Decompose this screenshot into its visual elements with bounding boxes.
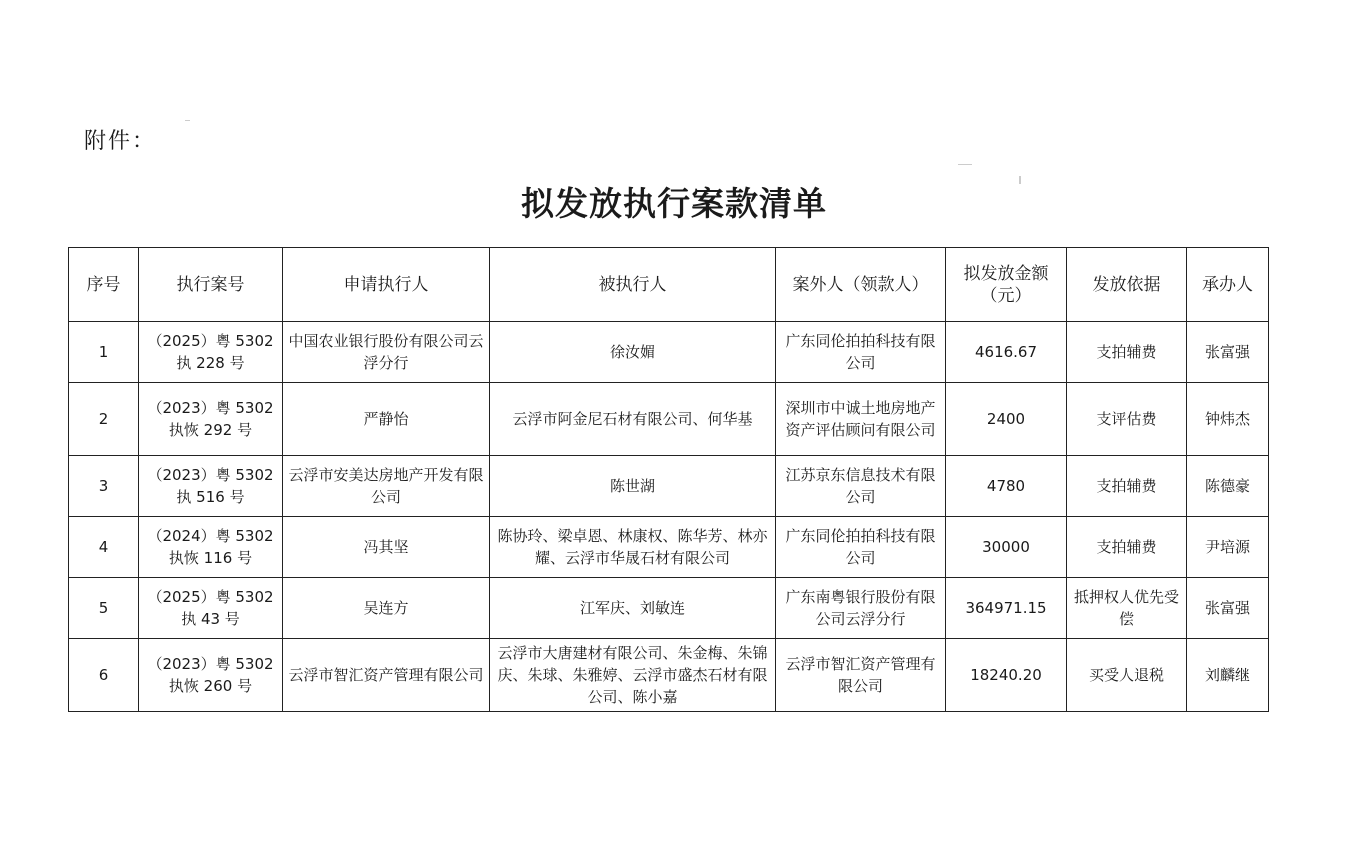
cell-basis: 支拍辅费 bbox=[1067, 456, 1187, 517]
cell-applicant: 云浮市安美达房地产开发有限公司 bbox=[283, 456, 490, 517]
cell-respondent: 云浮市大唐建材有限公司、朱金梅、朱锦庆、朱球、朱雅婷、云浮市盛杰石材有限公司、陈小嘉 bbox=[490, 639, 776, 712]
cell-handler: 陈德豪 bbox=[1187, 456, 1269, 517]
header-seq: 序号 bbox=[69, 248, 139, 322]
cell-case-no: （2023）粤 5302 执恢 292 号 bbox=[139, 383, 283, 456]
cell-basis: 买受人退税 bbox=[1067, 639, 1187, 712]
cell-seq: 1 bbox=[69, 322, 139, 383]
cell-respondent: 陈世湖 bbox=[490, 456, 776, 517]
cell-outsider: 江苏京东信息技术有限公司 bbox=[776, 456, 946, 517]
cell-applicant: 严静怡 bbox=[283, 383, 490, 456]
page-title: 拟发放执行案款清单 bbox=[521, 184, 827, 223]
cell-respondent: 云浮市阿金尼石材有限公司、何华基 bbox=[490, 383, 776, 456]
cell-seq: 3 bbox=[69, 456, 139, 517]
cell-amount: 18240.20 bbox=[946, 639, 1067, 712]
cell-amount: 30000 bbox=[946, 517, 1067, 578]
cell-basis: 抵押权人优先受偿 bbox=[1067, 578, 1187, 639]
header-case-no: 执行案号 bbox=[139, 248, 283, 322]
header-handler: 承办人 bbox=[1187, 248, 1269, 322]
table-row bbox=[69, 383, 1269, 456]
cell-respondent: 陈协玲、梁卓恩、林康权、陈华芳、林亦耀、云浮市华晟石材有限公司 bbox=[490, 517, 776, 578]
cell-case-no: （2025）粤 5302 执 43 号 bbox=[139, 578, 283, 639]
table-row bbox=[69, 322, 1269, 383]
cell-handler: 尹培源 bbox=[1187, 517, 1269, 578]
cell-respondent: 徐汝媚 bbox=[490, 322, 776, 383]
cell-applicant: 吴连方 bbox=[283, 578, 490, 639]
cell-respondent: 江军庆、刘敏连 bbox=[490, 578, 776, 639]
cell-amount: 2400 bbox=[946, 383, 1067, 456]
cell-applicant: 中国农业银行股份有限公司云浮分行 bbox=[283, 322, 490, 383]
scan-speck bbox=[1019, 176, 1021, 184]
header-outsider: 案外人（领款人） bbox=[776, 248, 946, 322]
table-row bbox=[69, 456, 1269, 517]
cell-applicant: 云浮市智汇资产管理有限公司 bbox=[283, 639, 490, 712]
cell-case-no: （2023）粤 5302 执恢 260 号 bbox=[139, 639, 283, 712]
attachment-label: 附件： bbox=[84, 129, 157, 154]
cell-basis: 支拍辅费 bbox=[1067, 322, 1187, 383]
cell-handler: 刘麟继 bbox=[1187, 639, 1269, 712]
header-amount-line1: 拟发放金额 bbox=[963, 263, 1049, 284]
cell-applicant: 冯其坚 bbox=[283, 517, 490, 578]
cell-handler: 张富强 bbox=[1187, 322, 1269, 383]
cell-case-no: （2025）粤 5302 执 228 号 bbox=[139, 322, 283, 383]
cell-amount: 4616.67 bbox=[946, 322, 1067, 383]
header-applicant: 申请执行人 bbox=[283, 248, 490, 322]
table-row bbox=[69, 517, 1269, 578]
cell-seq: 5 bbox=[69, 578, 139, 639]
table-row bbox=[69, 578, 1269, 639]
cell-outsider: 广东同伦拍拍科技有限公司 bbox=[776, 322, 946, 383]
header-amount bbox=[946, 248, 1067, 322]
cell-outsider: 云浮市智汇资产管理有限公司 bbox=[776, 639, 946, 712]
cell-seq: 6 bbox=[69, 639, 139, 712]
cell-basis: 支拍辅费 bbox=[1067, 517, 1187, 578]
cell-outsider: 广东南粤银行股份有限公司云浮分行 bbox=[776, 578, 946, 639]
cell-case-no: （2023）粤 5302 执 516 号 bbox=[139, 456, 283, 517]
scan-speck bbox=[958, 164, 972, 165]
cell-handler: 张富强 bbox=[1187, 578, 1269, 639]
header-basis: 发放依据 bbox=[1067, 248, 1187, 322]
cell-handler: 钟炜杰 bbox=[1187, 383, 1269, 456]
table-header-row bbox=[69, 248, 1269, 322]
case-table bbox=[68, 247, 1269, 712]
cell-outsider: 广东同伦拍拍科技有限公司 bbox=[776, 517, 946, 578]
scan-speck bbox=[185, 120, 190, 121]
header-respondent: 被执行人 bbox=[490, 248, 776, 322]
cell-seq: 2 bbox=[69, 383, 139, 456]
cell-basis: 支评估费 bbox=[1067, 383, 1187, 456]
cell-seq: 4 bbox=[69, 517, 139, 578]
cell-amount: 364971.15 bbox=[946, 578, 1067, 639]
cell-amount: 4780 bbox=[946, 456, 1067, 517]
cell-case-no: （2024）粤 5302 执恢 116 号 bbox=[139, 517, 283, 578]
cell-outsider: 深圳市中诚土地房地产资产评估顾问有限公司 bbox=[776, 383, 946, 456]
header-amount-line2: （元） bbox=[980, 285, 1032, 306]
table-row bbox=[69, 639, 1269, 712]
